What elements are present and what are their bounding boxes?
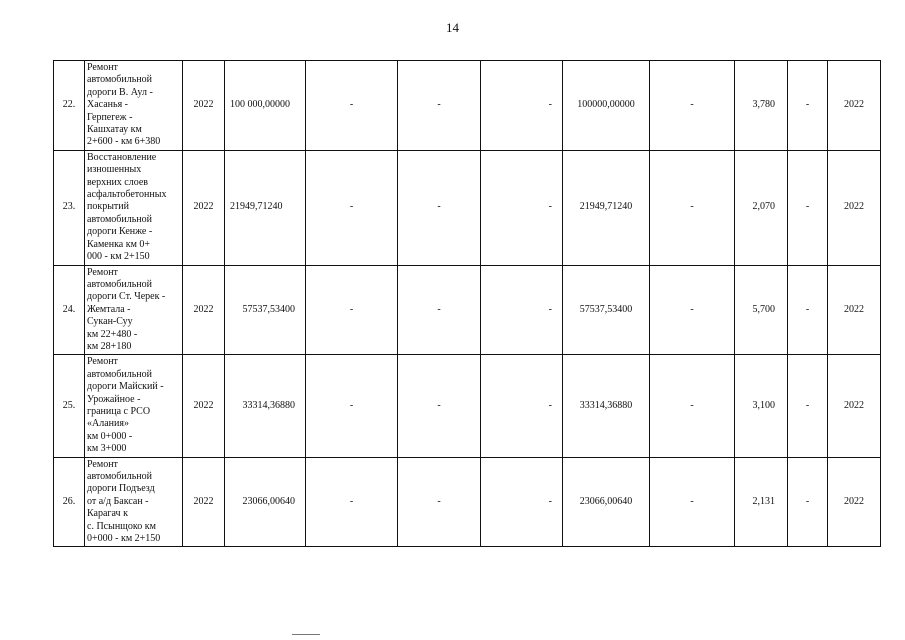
empty-value-cell: - [650,355,735,457]
year-cell: 2022 [183,355,225,457]
amount-cell: 23066,00640 [563,457,650,547]
empty-value-cell: - [306,61,398,151]
empty-value-cell: - [398,457,481,547]
empty-value-cell: - [481,150,563,265]
object-name: Ремонт автомобильной дороги Майский - Урожайное - граница с РСО «Алания» км 0+000 - км 3+000 [85,355,183,457]
length-cell: 2,131 [735,457,788,547]
road-works-table [53,60,881,547]
year-cell: 2022 [183,61,225,151]
amount-cell: 33314,36880 [563,355,650,457]
page-number: 14 [446,20,459,35]
completion-year-cell: 2022 [828,355,881,457]
table-row [54,355,881,457]
total-amount-cell: 21949,71240 [225,150,306,265]
footer-mark [292,634,320,635]
table-row [54,150,881,265]
total-amount-cell: 57537,53400 [225,265,306,355]
year-cell: 2022 [183,150,225,265]
empty-value-cell: - [481,355,563,457]
empty-value-cell: - [788,150,828,265]
empty-value-cell: - [398,150,481,265]
empty-value-cell: - [398,355,481,457]
length-cell: 3,780 [735,61,788,151]
total-amount-cell: 100 000,00000 [225,61,306,151]
amount-cell: 21949,71240 [563,150,650,265]
amount-cell: 57537,53400 [563,265,650,355]
object-name: Ремонт автомобильной дороги В. Аул - Хасанья - Герпегеж - Кашхатау км 2+600 - км 6+380 [85,61,183,151]
completion-year-cell: 2022 [828,457,881,547]
row-number: 22. [54,61,85,151]
empty-value-cell: - [788,265,828,355]
empty-value-cell: - [306,150,398,265]
row-number: 26. [54,457,85,547]
empty-value-cell: - [481,457,563,547]
row-number: 23. [54,150,85,265]
completion-year-cell: 2022 [828,265,881,355]
empty-value-cell: - [788,457,828,547]
length-cell: 2,070 [735,150,788,265]
empty-value-cell: - [481,265,563,355]
empty-value-cell: - [481,61,563,151]
amount-cell: 100000,00000 [563,61,650,151]
empty-value-cell: - [306,265,398,355]
empty-value-cell: - [788,61,828,151]
completion-year-cell: 2022 [828,61,881,151]
empty-value-cell: - [788,355,828,457]
empty-value-cell: - [650,150,735,265]
length-cell: 5,700 [735,265,788,355]
empty-value-cell: - [398,265,481,355]
year-cell: 2022 [183,457,225,547]
object-name: Восстановление изношенных верхних слоев асфальтобетонных покрытий автомобильной дороги Кенже - Каменка км 0+ 000 - км 2+150 [85,150,183,265]
table-row [54,61,881,151]
length-cell: 3,100 [735,355,788,457]
object-name: Ремонт автомобильной дороги Ст. Черек - Жемтала - Сукан-Суу км 22+480 - км 28+180 [85,265,183,355]
year-cell: 2022 [183,265,225,355]
table-row [54,265,881,355]
row-number: 25. [54,355,85,457]
empty-value-cell: - [306,355,398,457]
completion-year-cell: 2022 [828,150,881,265]
total-amount-cell: 23066,00640 [225,457,306,547]
empty-value-cell: - [650,265,735,355]
empty-value-cell: - [650,457,735,547]
row-number: 24. [54,265,85,355]
empty-value-cell: - [650,61,735,151]
empty-value-cell: - [398,61,481,151]
empty-value-cell: - [306,457,398,547]
object-name: Ремонт автомобильной дороги Подъезд от а/д Баксан - Карагач к с. Псынщоко км 0+000 - км 2+150 [85,457,183,547]
table-row [54,457,881,547]
total-amount-cell: 33314,36880 [225,355,306,457]
